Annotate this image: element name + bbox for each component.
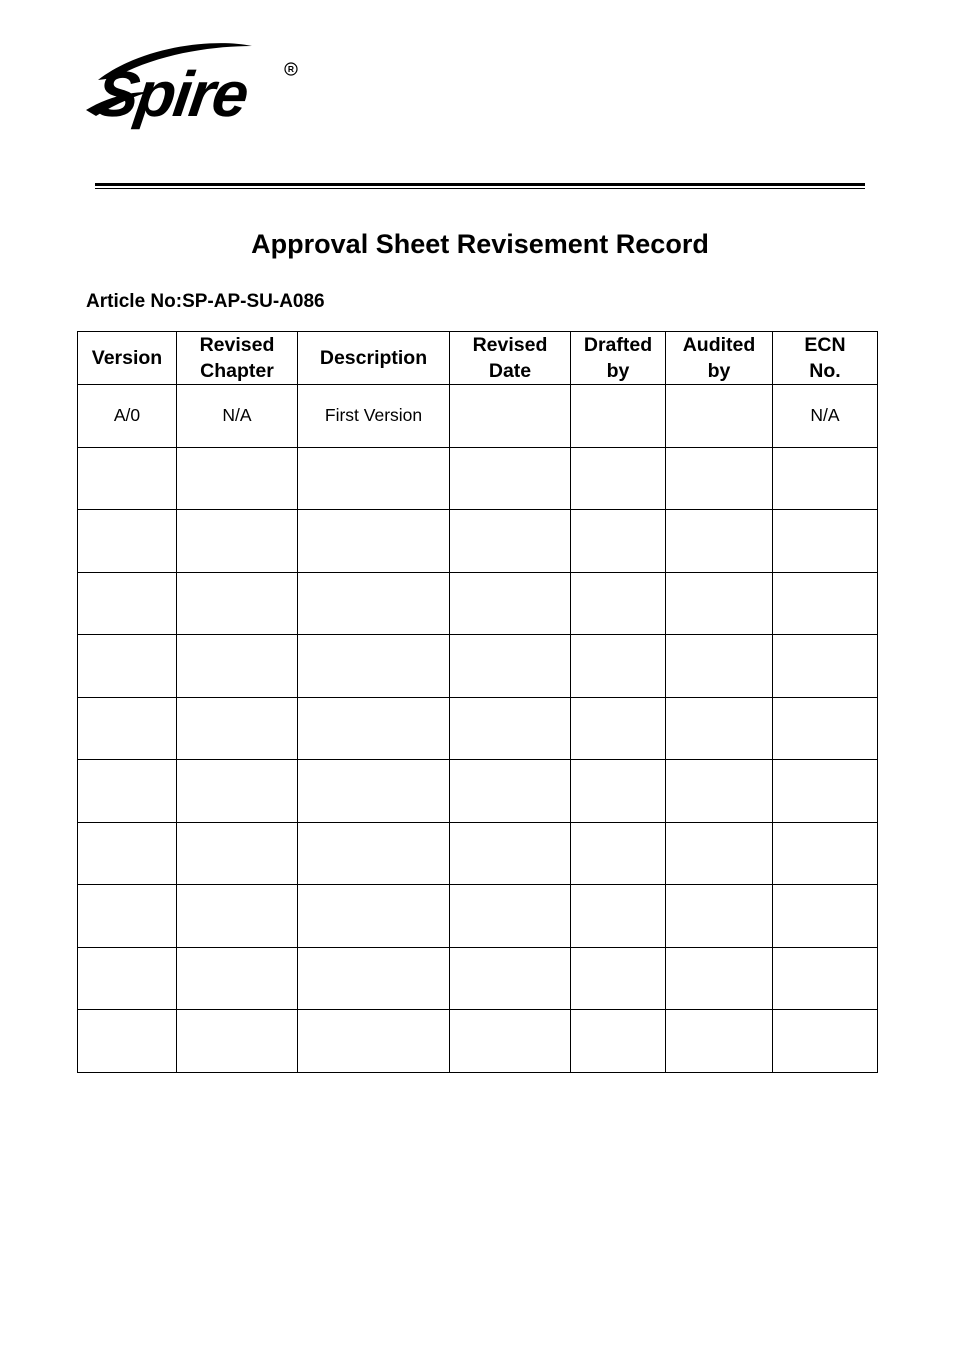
- table-cell-version: [78, 822, 177, 885]
- table-cell-ecn-no: [773, 697, 878, 760]
- table-cell-drafted-by: [571, 1010, 666, 1073]
- table-cell-ecn-no: [773, 510, 878, 573]
- table-cell-drafted-by: [571, 760, 666, 823]
- table-cell-revised-date: [450, 447, 571, 510]
- column-header-text: Revised: [472, 334, 548, 356]
- table-cell-ecn-no: [773, 947, 878, 1010]
- table-cell-audited-by: [666, 822, 773, 885]
- table-cell-ecn-no: [773, 1010, 878, 1073]
- column-header-text: Audited: [682, 334, 756, 356]
- table-cell-revised-chapter: [177, 822, 298, 885]
- table-cell-ecn-no: [773, 572, 878, 635]
- table-cell-revised-chapter: [177, 510, 298, 573]
- column-header-text: Description: [319, 347, 428, 369]
- table-cell-drafted-by: [571, 572, 666, 635]
- spire-swoosh-logo-icon: [84, 40, 304, 132]
- table-cell-audited-by: [666, 1010, 773, 1073]
- column-header-description: [298, 332, 450, 385]
- table-cell-revised-date: [450, 385, 571, 448]
- table-cell-description: [298, 947, 450, 1010]
- table-cell-version: [78, 885, 177, 948]
- table-cell-revised-date: [450, 1010, 571, 1073]
- table-cell-revised-date: [450, 697, 571, 760]
- table-row: [78, 1010, 878, 1073]
- table-cell-drafted-by: [571, 635, 666, 698]
- column-header-revised-chapter: [177, 332, 298, 385]
- table-cell-audited-by: [666, 760, 773, 823]
- table-row: [78, 385, 878, 448]
- article-number-line: [86, 289, 325, 315]
- table-cell-version: [78, 510, 177, 573]
- table-cell-audited-by: [666, 447, 773, 510]
- table-row: [78, 947, 878, 1010]
- table-cell-drafted-by: [571, 822, 666, 885]
- table-cell-version: [78, 447, 177, 510]
- table-cell-ecn-no: N/A: [773, 385, 878, 448]
- table-cell-drafted-by: [571, 885, 666, 948]
- column-header-audited-by: [666, 332, 773, 385]
- revision-record-table: [77, 331, 878, 1073]
- table-cell-revised-date: [450, 572, 571, 635]
- column-header-text: Drafted: [583, 334, 653, 356]
- table-row: [78, 510, 878, 573]
- table-cell-revised-date: [450, 760, 571, 823]
- column-header-text: Date: [488, 360, 532, 382]
- column-header-text: Revised: [199, 334, 275, 356]
- table-cell-audited-by: [666, 572, 773, 635]
- column-header-text: by: [606, 360, 630, 382]
- table-cell-description: [298, 697, 450, 760]
- table-cell-revised-chapter: [177, 885, 298, 948]
- table-cell-version: [78, 947, 177, 1010]
- table-cell-drafted-by: [571, 385, 666, 448]
- header-rule-thick: [95, 183, 865, 186]
- table-cell-version: [78, 697, 177, 760]
- table-cell-description: [298, 760, 450, 823]
- table-cell-audited-by: [666, 385, 773, 448]
- svg-text:Spire: Spire: [91, 58, 252, 130]
- column-header-text: Version: [91, 347, 163, 369]
- column-header-text: Chapter: [200, 360, 274, 382]
- table-cell-revised-chapter: [177, 447, 298, 510]
- table-cell-ecn-no: [773, 635, 878, 698]
- table-cell-revised-chapter: [177, 760, 298, 823]
- table-cell-description: [298, 572, 450, 635]
- table-cell-drafted-by: [571, 447, 666, 510]
- table-cell-description: [298, 510, 450, 573]
- table-row: [78, 760, 878, 823]
- table-cell-version: [78, 635, 177, 698]
- document-title: Approval Sheet Revisement Record: [251, 229, 709, 259]
- svg-text:R: R: [287, 64, 295, 75]
- table-cell-revised-chapter: N/A: [177, 385, 298, 448]
- table-cell-revised-chapter: [177, 635, 298, 698]
- table-cell-audited-by: [666, 947, 773, 1010]
- table-cell-description: [298, 822, 450, 885]
- table-cell-revised-date: [450, 885, 571, 948]
- column-header-ecn-no: [773, 332, 878, 385]
- table-cell-revised-chapter: [177, 572, 298, 635]
- table-cell-revised-date: [450, 822, 571, 885]
- table-row: [78, 697, 878, 760]
- table-cell-ecn-no: [773, 447, 878, 510]
- table-cell-revised-chapter: [177, 947, 298, 1010]
- table-cell-ecn-no: [773, 885, 878, 948]
- table-cell-version: [78, 760, 177, 823]
- table-cell-version: [78, 1010, 177, 1073]
- table-cell-version: [78, 572, 177, 635]
- table-cell-audited-by: [666, 635, 773, 698]
- table-body: [78, 385, 878, 1073]
- table-cell-drafted-by: [571, 510, 666, 573]
- column-header-revised-date: [450, 332, 571, 385]
- table-cell-drafted-by: [571, 947, 666, 1010]
- spire-logo: [84, 40, 304, 132]
- table-row: [78, 885, 878, 948]
- table-row: [78, 822, 878, 885]
- table-cell-ecn-no: [773, 760, 878, 823]
- table-cell-description: [298, 447, 450, 510]
- table-cell-revised-date: [450, 510, 571, 573]
- column-header-text: No.: [809, 360, 841, 382]
- table-cell-description: [298, 635, 450, 698]
- header-rule-thin: [95, 188, 865, 189]
- column-header-version: [78, 332, 177, 385]
- table-cell-audited-by: [666, 697, 773, 760]
- article-number-value: SP-AP-SU-A086: [182, 291, 325, 312]
- table-cell-description: [298, 885, 450, 948]
- table-row: [78, 447, 878, 510]
- column-header-text: ECN: [804, 334, 846, 356]
- table-cell-version: A/0: [78, 385, 177, 448]
- table-cell-revised-date: [450, 635, 571, 698]
- table-row: [78, 635, 878, 698]
- table-header-row: [78, 332, 878, 385]
- table-cell-audited-by: [666, 885, 773, 948]
- table-cell-description: [298, 1010, 450, 1073]
- table-cell-description: First Version: [298, 385, 450, 448]
- table-cell-revised-date: [450, 947, 571, 1010]
- article-number-label: Article No:: [86, 291, 183, 312]
- column-header-text: by: [707, 360, 731, 382]
- table-cell-revised-chapter: [177, 697, 298, 760]
- table-cell-revised-chapter: [177, 1010, 298, 1073]
- table-cell-ecn-no: [773, 822, 878, 885]
- table-cell-audited-by: [666, 510, 773, 573]
- table-row: [78, 572, 878, 635]
- table-cell-drafted-by: [571, 697, 666, 760]
- column-header-drafted-by: [571, 332, 666, 385]
